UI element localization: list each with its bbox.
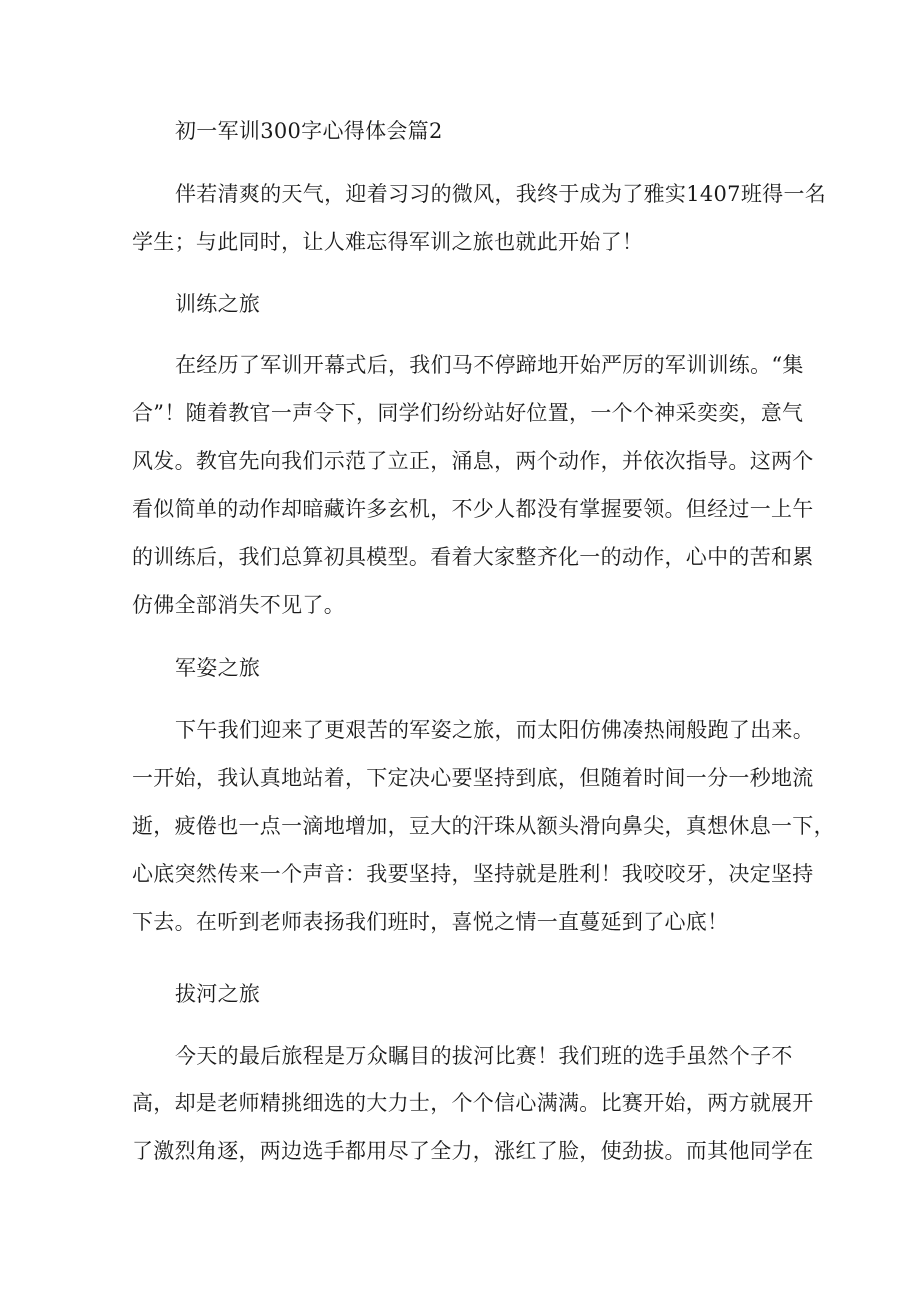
training-line-4: 看似简单的动作却暗藏许多玄机，不少人都没有掌握要领。但经过一上午 bbox=[132, 497, 814, 521]
training-line-2: 合”！随着教官一声令下，同学们纷纷站好位置，一个个神采奕奕，意气 bbox=[132, 401, 804, 425]
posture-line-4: 心底突然传来一个声音：我要坚持，坚持就是胜利！我咬咬牙，决定坚持 bbox=[132, 862, 814, 886]
section-heading-posture: 军姿之旅 bbox=[175, 656, 261, 680]
tug-line-2: 高，却是老师精挑细选的大力士，个个信心满满。比赛开始，两方就展开 bbox=[132, 1091, 814, 1115]
intro-line-1: 伴若清爽的天气，迎着习习的微风，我终于成为了雅实1407班得一名 bbox=[175, 182, 827, 206]
posture-line-3: 逝，疲倦也一点一滴地增加，豆大的汗珠从额头滑向鼻尖，真想休息一下， bbox=[132, 814, 835, 838]
training-line-5: 的训练后，我们总算初具模型。看着大家整齐化一的动作，心中的苦和累 bbox=[132, 545, 814, 569]
section-heading-training: 训练之旅 bbox=[175, 292, 261, 316]
posture-line-1: 下午我们迎来了更艰苦的军姿之旅，而太阳仿佛凑热闹般跑了出来。 bbox=[175, 718, 814, 742]
posture-line-5: 下去。在听到老师表扬我们班时，喜悦之情一直蔓延到了心底！ bbox=[132, 910, 729, 934]
training-line-1: 在经历了军训开幕式后，我们马不停蹄地开始严厉的军训训练。“集 bbox=[175, 353, 804, 377]
training-line-6: 仿佛全部消失不见了。 bbox=[132, 593, 345, 617]
document-title: 初一军训300字心得体会篇2 bbox=[175, 119, 443, 143]
tug-line-3: 了激烈角逐，两边选手都用尽了全力，涨红了脸，使劲拔。而其他同学在 bbox=[132, 1139, 814, 1163]
section-heading-tug-of-war: 拔河之旅 bbox=[175, 982, 261, 1006]
posture-line-2: 一开始，我认真地站着，下定决心要坚持到底，但随着时间一分一秒地流 bbox=[132, 766, 814, 790]
intro-line-2: 学生；与此同时，让人难忘得军训之旅也就此开始了！ bbox=[132, 230, 644, 254]
tug-line-1: 今天的最后旅程是万众瞩目的拔河比赛！我们班的选手虽然个子不 bbox=[175, 1044, 793, 1068]
training-line-3: 风发。教官先向我们示范了立正，涌息，两个动作，并依次指导。这两个 bbox=[132, 449, 814, 473]
